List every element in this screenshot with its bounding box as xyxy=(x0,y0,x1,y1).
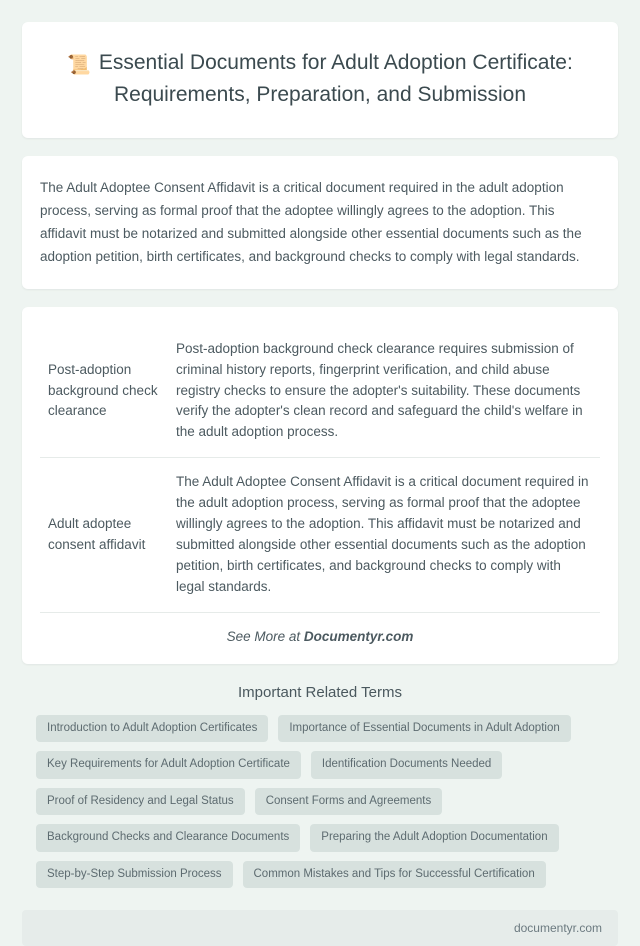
list-item[interactable]: Consent Forms and Agreements xyxy=(255,788,443,816)
summary-card xyxy=(22,156,618,289)
list-item[interactable]: Background Checks and Clearance Documents xyxy=(36,824,300,852)
document-icon: 📜 xyxy=(67,55,91,76)
page-title xyxy=(56,48,584,110)
list-item[interactable]: Common Mistakes and Tips for Successful Certification xyxy=(243,861,546,889)
table-row xyxy=(40,325,600,458)
list-item[interactable]: Step-by-Step Submission Process xyxy=(36,861,233,889)
details-card xyxy=(22,307,618,664)
table-row-value: The Adult Adoptee Consent Affidavit is a critical document required in the adult adoption process, serving as formal proof that the adoptee willingly agrees to the adoption. This affidavit must be notarized and submitted alongside other essential documents such as the adoption petition, birth certificates, and background checks to comply with legal standards. xyxy=(168,458,600,613)
title-card xyxy=(22,22,618,138)
table-row xyxy=(40,458,600,613)
summary-text: The Adult Adoptee Consent Affidavit is a critical document required in the adult adoption process, serving as formal proof that the adoptee willingly agrees to the adoption. This affidavit must be notarized and submitted alongside other essential documents such as the adoption petition, birth certificates, and background checks to comply with legal standards. xyxy=(40,179,582,265)
list-item[interactable]: Key Requirements for Adult Adoption Certificate xyxy=(36,751,301,779)
footer-site: documentyr.com xyxy=(513,921,602,936)
list-item[interactable]: Introduction to Adult Adoption Certificates xyxy=(36,715,268,743)
see-more-prefix: See More at xyxy=(226,628,304,644)
page-title-text: Essential Documents for Adult Adoption Certificate: Requirements, Preparation, and Submission xyxy=(98,51,573,106)
list-item[interactable]: Importance of Essential Documents in Adult Adoption xyxy=(278,715,570,743)
related-terms-list xyxy=(22,715,618,889)
details-table xyxy=(40,325,600,613)
list-item[interactable]: Identification Documents Needed xyxy=(311,751,502,779)
list-item[interactable]: Proof of Residency and Legal Status xyxy=(36,788,245,816)
see-more-link[interactable]: Documentyr.com xyxy=(303,628,414,644)
table-row-key: Adult adoptee consent affidavit xyxy=(40,458,168,613)
footer xyxy=(22,910,618,946)
table-row-key: Post-adoption background check clearance xyxy=(40,325,168,458)
related-terms-title: Important Related Terms xyxy=(238,683,402,701)
see-more xyxy=(40,613,600,650)
table-row-value: Post-adoption background check clearance requires submission of criminal history reports, fingerprint verification, and child abuse registry checks to ensure the adopter's suitability. These documents verify the adopter's clean record and safeguard the child's welfare in the adult adoption process. xyxy=(168,325,600,458)
list-item[interactable]: Preparing the Adult Adoption Documentation xyxy=(310,824,558,852)
